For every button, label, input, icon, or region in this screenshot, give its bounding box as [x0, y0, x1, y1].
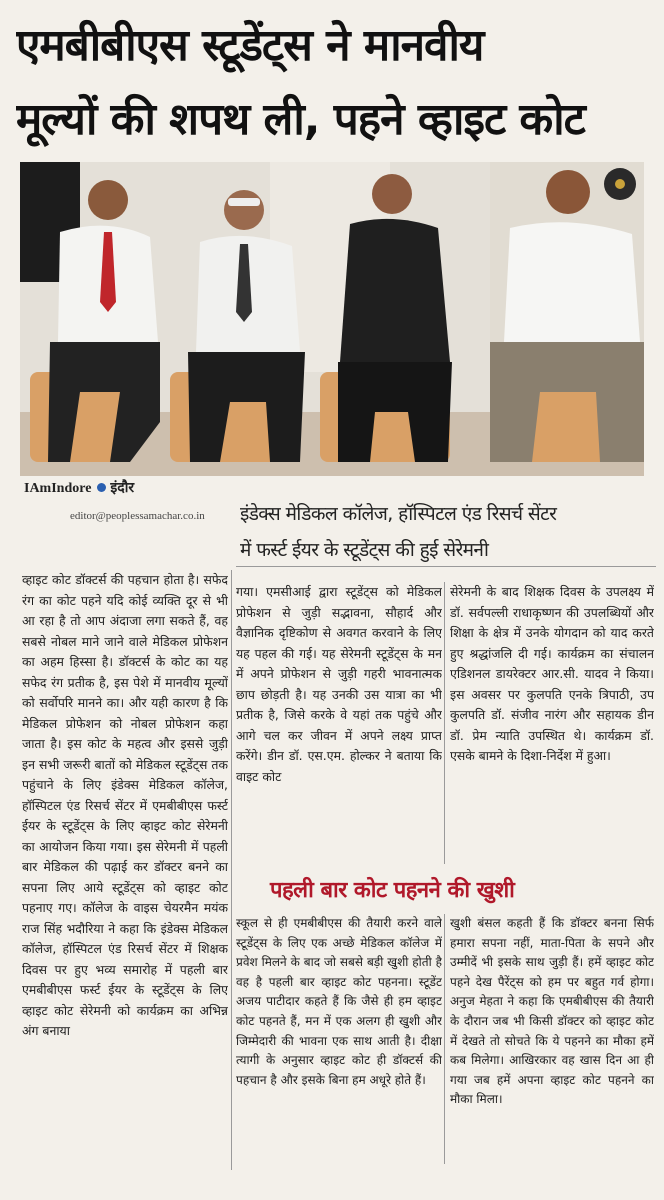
- subheadline-line-1: इंडेक्स मेडिकल कॉलेज, हॉस्पिटल एंड रिसर्च सेंटर: [240, 503, 557, 525]
- photo-credit-source: IAmIndore: [24, 481, 92, 496]
- box-column-2: खुशी बंसल कहती हैं कि डॉक्टर बनना सिर्फ हमारा सपना नहीं, माता-पिता के सपने और उम्मीदें भी इसके साथ जुड़ी हैं। हमें व्हाइट कोट पहने देख पैरेंट्स को हम पर बहुत गर्व होगा। अनुज मेहता ने कहा कि एमबीबीएस की तैयारी के दौरान जब भी किसी डॉक्टर को व्हाइट कोट में देखते तो सोचते कि ये पहनने का मौका हमें कब मिलेगा। आखिरकार वह खास दिन आ ही गया जब हमें अपना व्हाइट कोट पहनने का मौका मिला।: [450, 916, 654, 1107]
- article-column-2: गया। एमसीआई द्वारा स्टूडेंट्स को मेडिकल प्रोफेशन से जुड़ी सद्भावना, सौहार्द और वैज्ञानिक दृष्टिकोण से अवगत करवाने के लिए यह पहल की गई। यह सेरेमनी स्टूडेंट्स के मन में अपने प्रोफेशन से जुड़ी गहरी भावनात्मक छाप छोड़ती है। यह उनकी उस यात्रा का भी प्रतीक है, जिसे करके वे यहां तक पहुंचे और आगे चल कर जीवन में अपने लक्ष्य प्राप्त करेंगे। डीन डॉ. एस.एम. होल्कर ने बताया कि वाइट कोट: [236, 584, 442, 784]
- subhead-divider: [236, 566, 656, 567]
- article-column-3: सेरेमनी के बाद शिक्षक दिवस के उपलक्ष्य में डॉ. सर्वपल्ली राधाकृष्णन की उपलब्धियों और शिक्षा के क्षेत्र में उनके योगदान को याद करते हुए श्रद्धांजलि दी गई। कार्यक्रम का संचालन एडिशनल डायरेक्टर आर.सी. यादव ने किया। इस अवसर पर कुलपति एनके त्रिपाठी, उप कुलपति डॉ. संजीव नारंग और सहायक डीन डॉ. प्रेम न्याति उपस्थित थे। कार्यक्रम डॉ. एसके बामने के दिशा-निर्देश में हुआ।: [450, 584, 654, 763]
- photo-credit: [24, 478, 134, 497]
- event-photo-illustration: [20, 162, 644, 476]
- article-column-1: व्हाइट कोट डॉक्टर्स की पहचान होता है। सफेद रंग का कोट पहने यदि कोई व्यक्ति दूर से भी आ रहा है तो आप अंदाजा लगा सकते हैं, वह सबसे नोबल माने जाने वाले मेडिकल प्रोफेशन का अहम हिस्सा है। डॉक्टर्स के कोट का यह सफेद रंग प्रतीक है, इस पेशे में मानवीय मूल्यों को सर्वोपरि मानने का। और यही कारण है कि मेडिकल प्रोफेशन को नोबल प्रोफेशन कहा जाता है। इस कोट के महत्व और इससे जुड़ी इन सभी जरूरी बातों को मेडिकल स्टूडेंट्स तक पहुंचाने के लिए इंडेक्स मेडिकल कॉलेज, हॉस्पिटल एंड रिसर्च सेंटर में एमबीबीएस फर्स्ट ईयर के स्टूडेंट्स के लिए व्हाइट कोट सेरेमनी का आयोजन किया गया। इस सेरेमनी में पहली बार मेडिकल की पढ़ाई कर डॉक्टर बनने का सपना लिए आये स्टूडेंट्स को व्हाइट कोट पहनाए गए। कॉलेज के वाइस चेयरमैन मयंक राज सिंह भदौरिया ने कहा कि इंडेक्स मेडिकल कॉलेज, हॉस्पिटल एंड रिसर्च सेंटर में शिक्षक दिवस पर हुए भव्य समारोह में पहली बार एमबीबीएस फर्स्ट ईयर के स्टूडेंट्स के लिए व्हाइट कोट सेरेमनी को कार्यक्रम का अभिन्न अंग बनाया: [22, 572, 228, 1038]
- event-photo: [20, 162, 644, 476]
- column-divider-3: [444, 914, 445, 1164]
- subheadline-line-2: में फर्स्ट ईयर के स्टूडेंट्स की हुई सेरेमनी: [240, 539, 489, 561]
- box-column-1: स्कूल से ही एमबीबीएस की तैयारी करने वाले स्टूडेंट्स के लिए एक अच्छे मेडिकल कॉलेज में प्रवेश मिलने के बाद जो सबसे बड़ी खुशी होती है वह है पहली बार व्हाइट कोट पहनना। स्टूडेंट अजय पाटीदार कहते हैं कि जैसे ही हम व्हाइट कोट पहनते हैं, मन में एक अलग ही खुशी और जिम्मेदारी की भावना एक साथ आती है। दीक्षा त्यागी के अनुसार व्हाइट कोट ही डॉक्टर्स की पहचान है और इसके बिना हम अधूरे होते हैं।: [236, 916, 442, 1087]
- headline-line-1: एमबीबीएस स्टूडेंट्स ने मानवीय: [16, 20, 484, 71]
- headline-line-2: मूल्यों की शपथ ली, पहने व्हाइट कोट: [16, 94, 585, 145]
- box-heading: पहली बार कोट पहनने की खुशी: [270, 878, 515, 903]
- credit-dot-icon: [97, 483, 106, 492]
- photo-credit-city: इंदौर: [110, 481, 135, 496]
- column-divider-1: [231, 570, 232, 1170]
- editor-email: editor@peoplessamachar.co.in: [70, 510, 205, 522]
- column-divider-2: [444, 582, 445, 864]
